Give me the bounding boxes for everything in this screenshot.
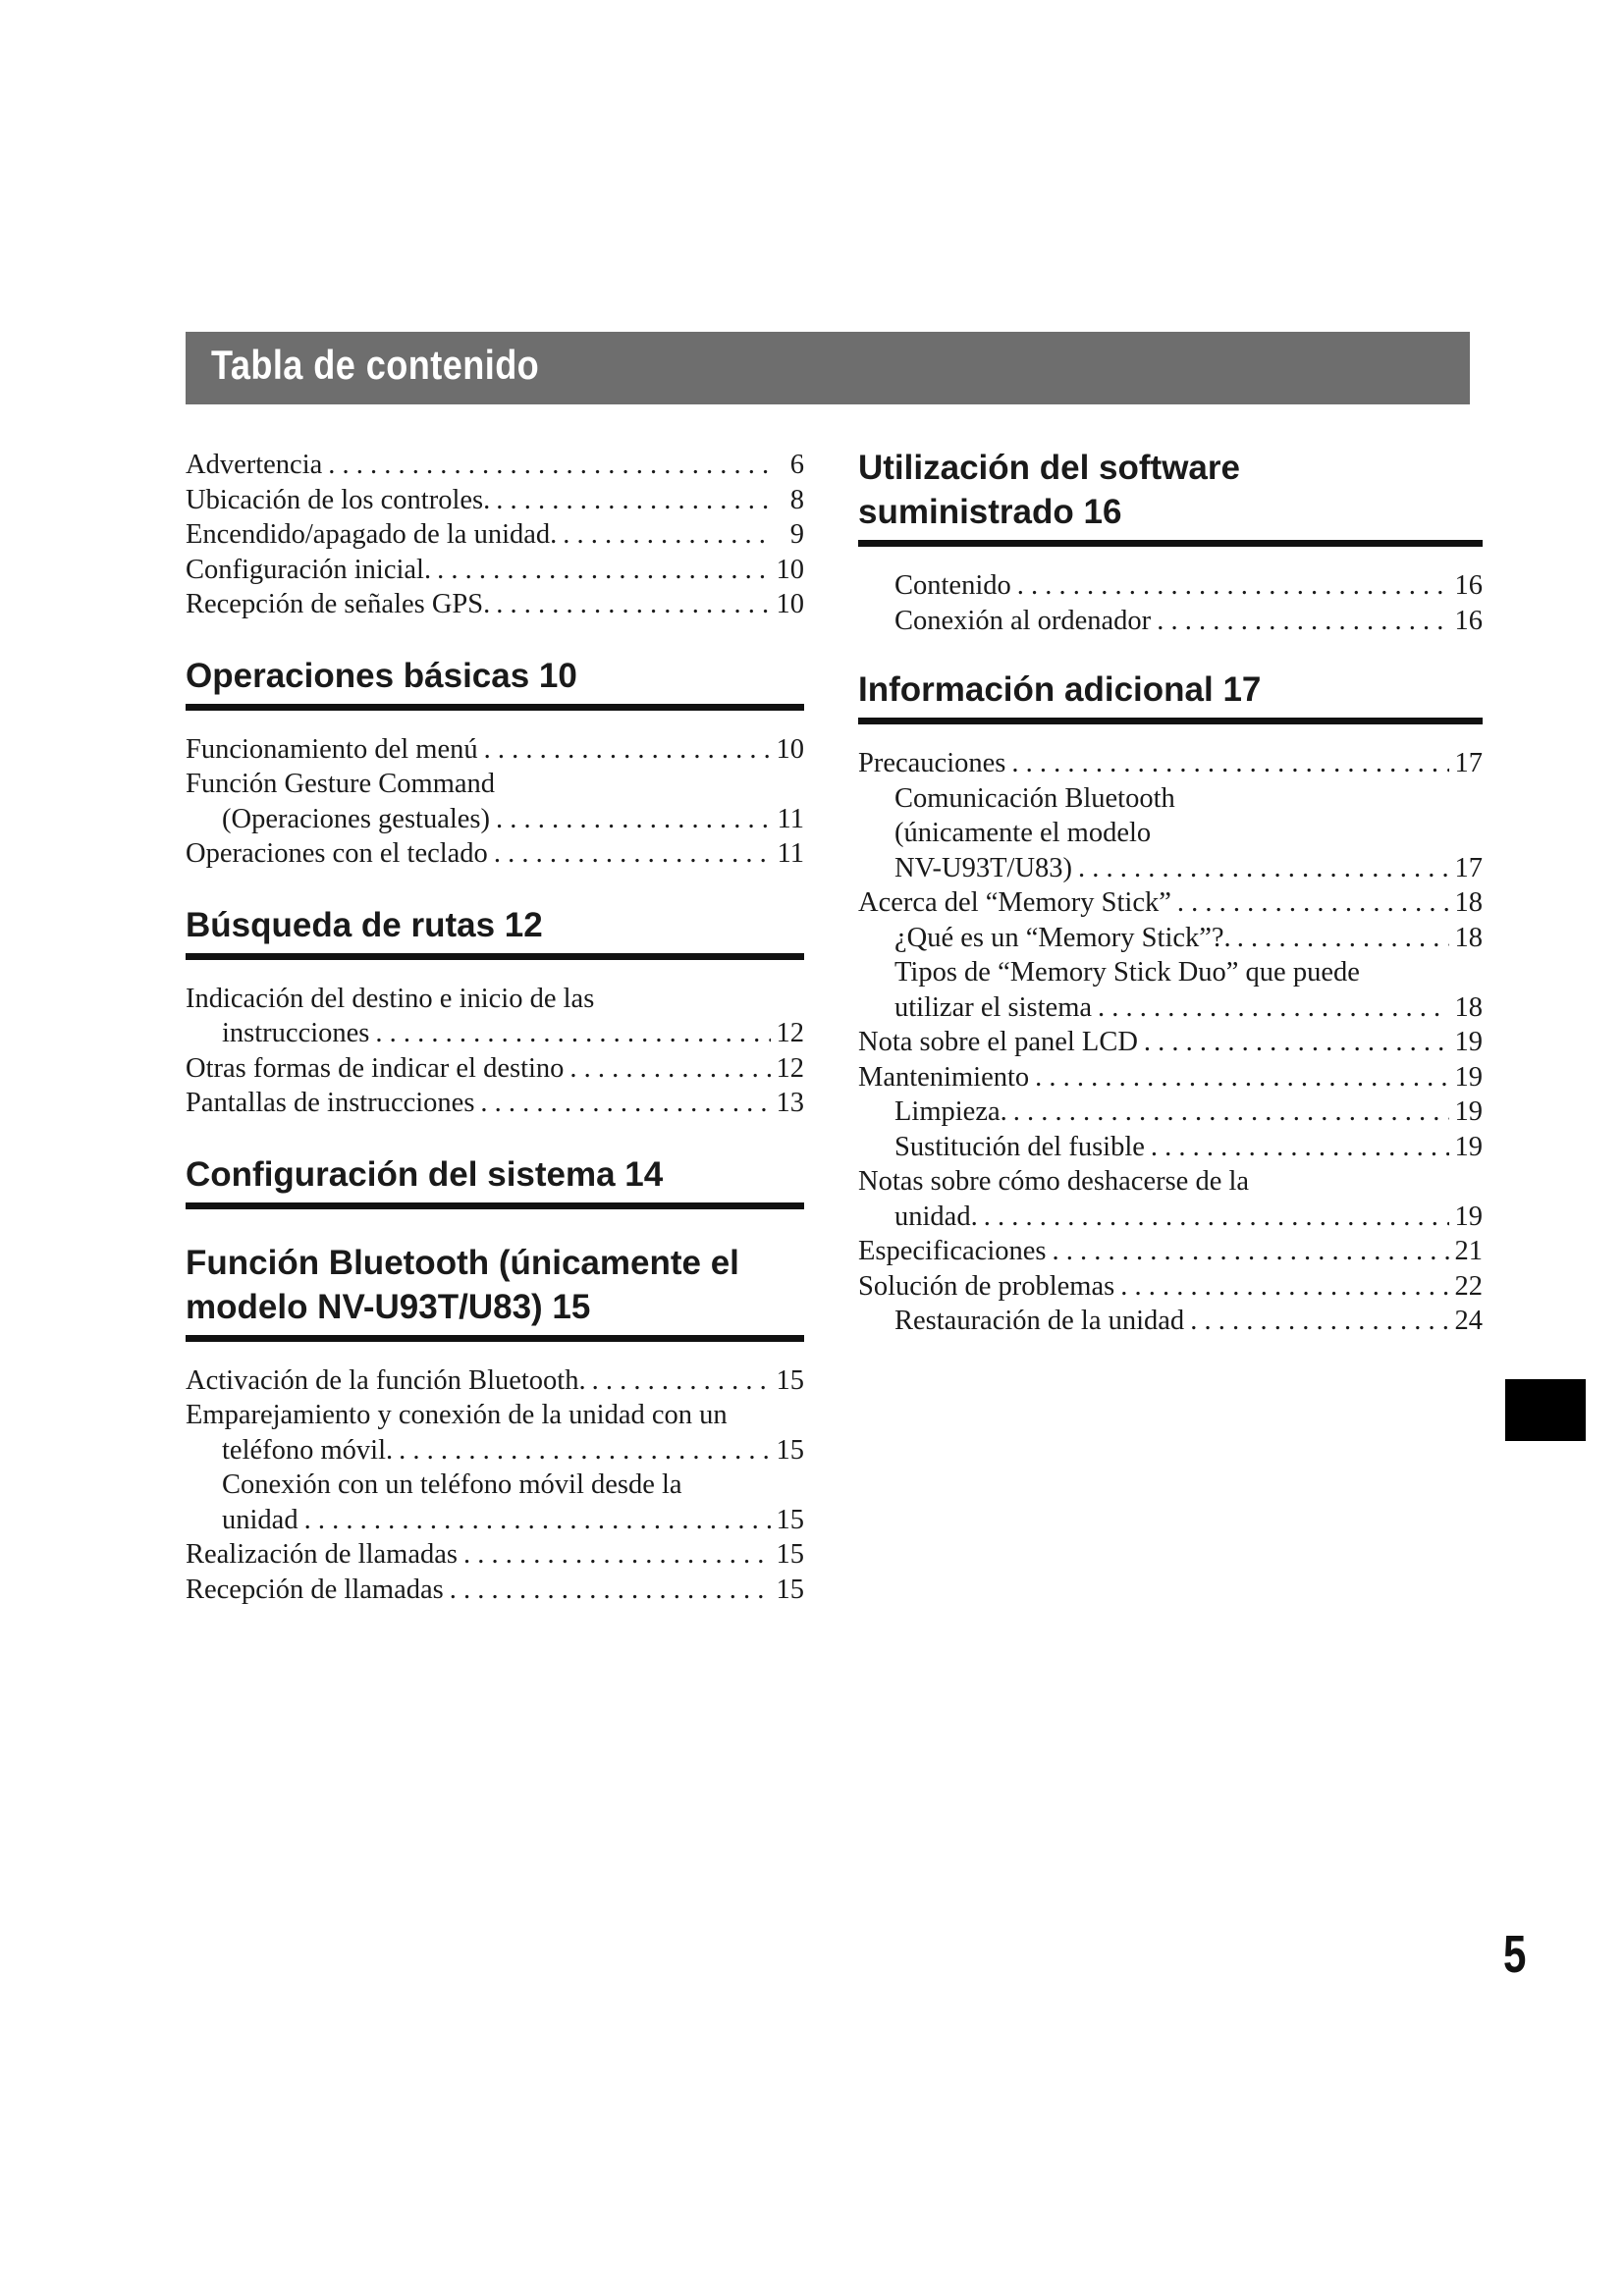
toc-entry-page: 17 — [1454, 852, 1483, 883]
toc-dot-leader — [1098, 990, 1448, 1026]
toc-title: Tabla de contenido — [211, 342, 540, 388]
toc-entry[interactable] — [186, 1433, 804, 1468]
toc-entry-page: 8 — [789, 484, 804, 515]
toc-entry-page: 13 — [776, 1088, 804, 1118]
toc-section-heading-line: Función Bluetooth (únicamente el — [186, 1243, 739, 1282]
toc-section-entries — [858, 746, 1483, 1339]
toc-dot-leader — [496, 802, 771, 837]
toc-dot-leader — [1013, 1095, 1449, 1130]
toc-dot-leader — [450, 1573, 771, 1608]
toc-entry[interactable] — [186, 1363, 804, 1399]
toc-left-column — [186, 448, 804, 1607]
toc-entry-page: 9 — [789, 519, 804, 550]
toc-entry-page: 15 — [776, 1434, 804, 1466]
toc-entry[interactable] — [858, 568, 1483, 604]
toc-dot-leader — [1151, 1130, 1449, 1165]
toc-entry-text: Conexión al ordenador — [894, 605, 1152, 636]
toc-entry[interactable] — [858, 1304, 1483, 1339]
toc-entry[interactable] — [858, 851, 1483, 886]
toc-dot-leader — [1011, 746, 1448, 781]
toc-dot-leader — [984, 1200, 1449, 1235]
toc-entry[interactable] — [186, 1051, 804, 1087]
toc-entry-page: 19 — [1454, 1201, 1483, 1232]
toc-entry-page: 15 — [776, 1574, 804, 1605]
toc-entry[interactable] — [858, 746, 1483, 781]
toc-entry-page: 17 — [1454, 748, 1483, 778]
toc-entry-page: 22 — [1454, 1270, 1483, 1302]
toc-entry-text: Operaciones con el teclado — [186, 838, 488, 869]
toc-entry-text: Recepción de llamadas — [186, 1574, 444, 1605]
toc-entry-text: Contenido — [894, 570, 1011, 601]
toc-entry-page: 19 — [1454, 1131, 1483, 1162]
toc-dot-leader — [304, 1503, 771, 1538]
toc-entry-text: unidad — [222, 1504, 298, 1535]
toc-intro — [186, 448, 804, 622]
toc-entry-line: Emparejamiento y conexión de la unidad con un — [186, 1400, 728, 1430]
toc-entry[interactable] — [186, 732, 804, 768]
toc-entry[interactable] — [186, 517, 804, 553]
toc-section-entries — [186, 1363, 804, 1608]
toc-entry-page: 10 — [776, 589, 804, 619]
toc-entry-line: Función Gesture Command — [186, 769, 496, 799]
toc-entry-page: 15 — [776, 1504, 804, 1535]
toc-dot-leader — [399, 1433, 770, 1468]
toc-entry-text: utilizar el sistema — [894, 991, 1093, 1023]
toc-entry-page: 11 — [777, 803, 804, 834]
toc-dot-leader — [463, 1537, 771, 1573]
toc-dot-leader — [480, 1086, 770, 1121]
toc-dot-leader — [563, 517, 771, 553]
toc-entry-page: 19 — [1454, 1027, 1483, 1057]
toc-entry-page: 19 — [1454, 1096, 1483, 1127]
toc-dot-leader — [1177, 885, 1449, 921]
toc-entry-page: 18 — [1454, 887, 1483, 918]
toc-right-column — [858, 446, 1483, 1339]
toc-entry[interactable] — [858, 1060, 1483, 1095]
toc-entry-text: Restauración de la unidad — [894, 1306, 1185, 1336]
toc-entry[interactable] — [858, 990, 1483, 1026]
toc-entry-page: 18 — [1454, 991, 1483, 1023]
toc-entry-text: Sustitución del fusible — [894, 1131, 1145, 1162]
toc-entry[interactable] — [858, 1200, 1483, 1235]
toc-entry-page: 18 — [1454, 922, 1483, 953]
toc-entry-text: Encendido/apagado de la unidad. — [186, 519, 558, 550]
toc-entry-text: Nota sobre el panel LCD — [858, 1027, 1138, 1057]
toc-entry-page: 12 — [776, 1052, 804, 1084]
toc-entry-text: Recepción de señales GPS. — [186, 589, 491, 619]
toc-entry-text: teléfono móvil. — [222, 1434, 394, 1466]
toc-entry[interactable] — [858, 1025, 1483, 1060]
toc-entry-text: unidad. — [894, 1201, 978, 1232]
toc-entry[interactable] — [186, 587, 804, 622]
toc-section-entries — [186, 732, 804, 872]
toc-entry-text: Acerca del “Memory Stick” — [858, 887, 1171, 918]
toc-entry-page: 16 — [1454, 605, 1483, 636]
toc-entry[interactable] — [858, 1095, 1483, 1130]
toc-entry[interactable] — [186, 553, 804, 588]
toc-section-entries — [858, 568, 1483, 638]
toc-dot-leader — [1035, 1060, 1448, 1095]
toc-entry-text: Especificaciones — [858, 1236, 1047, 1266]
toc-title-bar — [186, 332, 1470, 404]
toc-section-entries — [186, 982, 804, 1121]
toc-dot-leader — [328, 448, 771, 483]
toc-entry-page: 11 — [777, 838, 804, 869]
toc-entry-page: 15 — [776, 1364, 804, 1396]
toc-entry-page: 10 — [776, 554, 804, 585]
toc-dot-leader — [437, 553, 770, 588]
toc-dot-leader — [484, 732, 771, 768]
toc-section-heading[interactable]: Búsqueda de rutas 12 — [186, 903, 804, 960]
toc-entry[interactable] — [186, 448, 804, 483]
toc-entry-text: Precauciones — [858, 748, 1006, 778]
toc-dot-leader — [1052, 1234, 1448, 1269]
toc-entry-text: Limpieza. — [894, 1096, 1007, 1127]
toc-dot-leader — [496, 587, 770, 622]
toc-section — [186, 1152, 804, 1209]
toc-entry[interactable] — [858, 604, 1483, 639]
toc-entry-text: Realización de llamadas — [186, 1539, 458, 1570]
toc-dot-leader — [1190, 1304, 1448, 1339]
toc-section — [186, 654, 804, 872]
toc-dot-leader — [1017, 568, 1449, 604]
toc-entry-page: 6 — [789, 450, 804, 480]
toc-dot-leader — [1237, 921, 1449, 956]
toc-dot-leader — [569, 1051, 770, 1087]
toc-entry-text: Ubicación de los controles. — [186, 484, 491, 515]
toc-section — [858, 446, 1483, 638]
toc-entry-text: Funcionamiento del menú — [186, 733, 478, 765]
toc-entry-line: Notas sobre cómo deshacerse de la — [858, 1166, 1250, 1197]
toc-section-heading[interactable] — [858, 446, 1483, 547]
toc-section — [186, 1241, 804, 1608]
toc-entry[interactable] — [858, 921, 1483, 956]
toc-entry[interactable] — [858, 885, 1483, 921]
toc-entry[interactable] — [186, 1016, 804, 1051]
toc-entry-text: (Operaciones gestuales) — [222, 803, 491, 834]
chapter-thumb-tab — [1505, 1379, 1586, 1441]
toc-entry-text: Otras formas de indicar el destino — [186, 1052, 565, 1084]
toc-entry-page: 24 — [1454, 1306, 1483, 1336]
toc-entry-line: (únicamente el modelo — [894, 818, 1152, 848]
toc-entry-text: instrucciones — [222, 1018, 370, 1048]
toc-section-heading[interactable]: Información adicional 17 — [858, 667, 1483, 724]
toc-section-heading-line: Utilización del software — [858, 449, 1240, 487]
toc-entry-line: Tipos de “Memory Stick Duo” que puede — [894, 957, 1360, 988]
toc-entry[interactable] — [858, 1130, 1483, 1165]
toc-entry-text: Solución de problemas — [858, 1270, 1115, 1302]
toc-section-heading-line: suministrado 16 — [858, 493, 1122, 531]
toc-entry[interactable] — [186, 802, 804, 837]
toc-dot-leader — [1120, 1269, 1448, 1305]
toc-entry-line: Comunicación Bluetooth — [894, 782, 1175, 814]
toc-entry[interactable] — [186, 1537, 804, 1573]
toc-dot-leader — [494, 836, 771, 872]
toc-section-heading-line: modelo NV-U93T/U83) 15 — [186, 1287, 591, 1326]
toc-entry-text: Pantallas de instrucciones — [186, 1088, 475, 1118]
toc-entry-line: Conexión con un teléfono móvil desde la — [222, 1469, 682, 1500]
toc-section — [858, 667, 1483, 1339]
toc-entry-page: 10 — [776, 733, 804, 765]
toc-entry-text: Activación de la función Bluetooth. — [186, 1364, 586, 1396]
toc-dot-leader — [1144, 1025, 1449, 1060]
toc-entry-page: 21 — [1454, 1236, 1483, 1266]
toc-section — [186, 903, 804, 1121]
toc-section-heading[interactable]: Operaciones básicas 10 — [186, 654, 804, 711]
toc-entry[interactable] — [858, 1234, 1483, 1269]
toc-entry-page: 12 — [776, 1018, 804, 1048]
toc-dot-leader — [375, 1016, 770, 1051]
toc-entry-page: 15 — [776, 1539, 804, 1570]
toc-entry-text: Advertencia — [186, 450, 323, 480]
toc-dot-leader — [1078, 851, 1448, 886]
toc-section-heading[interactable] — [186, 1241, 804, 1342]
toc-entry[interactable] — [186, 836, 804, 872]
toc-entry[interactable] — [186, 1503, 804, 1538]
toc-entry-page: 19 — [1454, 1061, 1483, 1093]
toc-entry[interactable] — [186, 1573, 804, 1608]
toc-entry-text: Mantenimiento — [858, 1061, 1030, 1093]
toc-dot-leader — [496, 483, 771, 518]
toc-entry-page: 16 — [1454, 570, 1483, 601]
page-number: 5 — [1503, 1925, 1527, 1984]
toc-entry[interactable] — [186, 1086, 804, 1121]
toc-entry-text: ¿Qué es un “Memory Stick”?. — [894, 922, 1231, 953]
toc-entry[interactable] — [858, 1269, 1483, 1305]
toc-entry-text: Configuración inicial. — [186, 554, 432, 585]
toc-dot-leader — [1157, 604, 1448, 639]
toc-dot-leader — [592, 1363, 771, 1399]
toc-entry-line: Indicación del destino e inicio de las — [186, 983, 595, 1014]
toc-entry[interactable] — [186, 483, 804, 518]
toc-section-heading[interactable]: Configuración del sistema 14 — [186, 1152, 804, 1209]
toc-entry-text: NV-U93T/U83) — [894, 852, 1073, 883]
